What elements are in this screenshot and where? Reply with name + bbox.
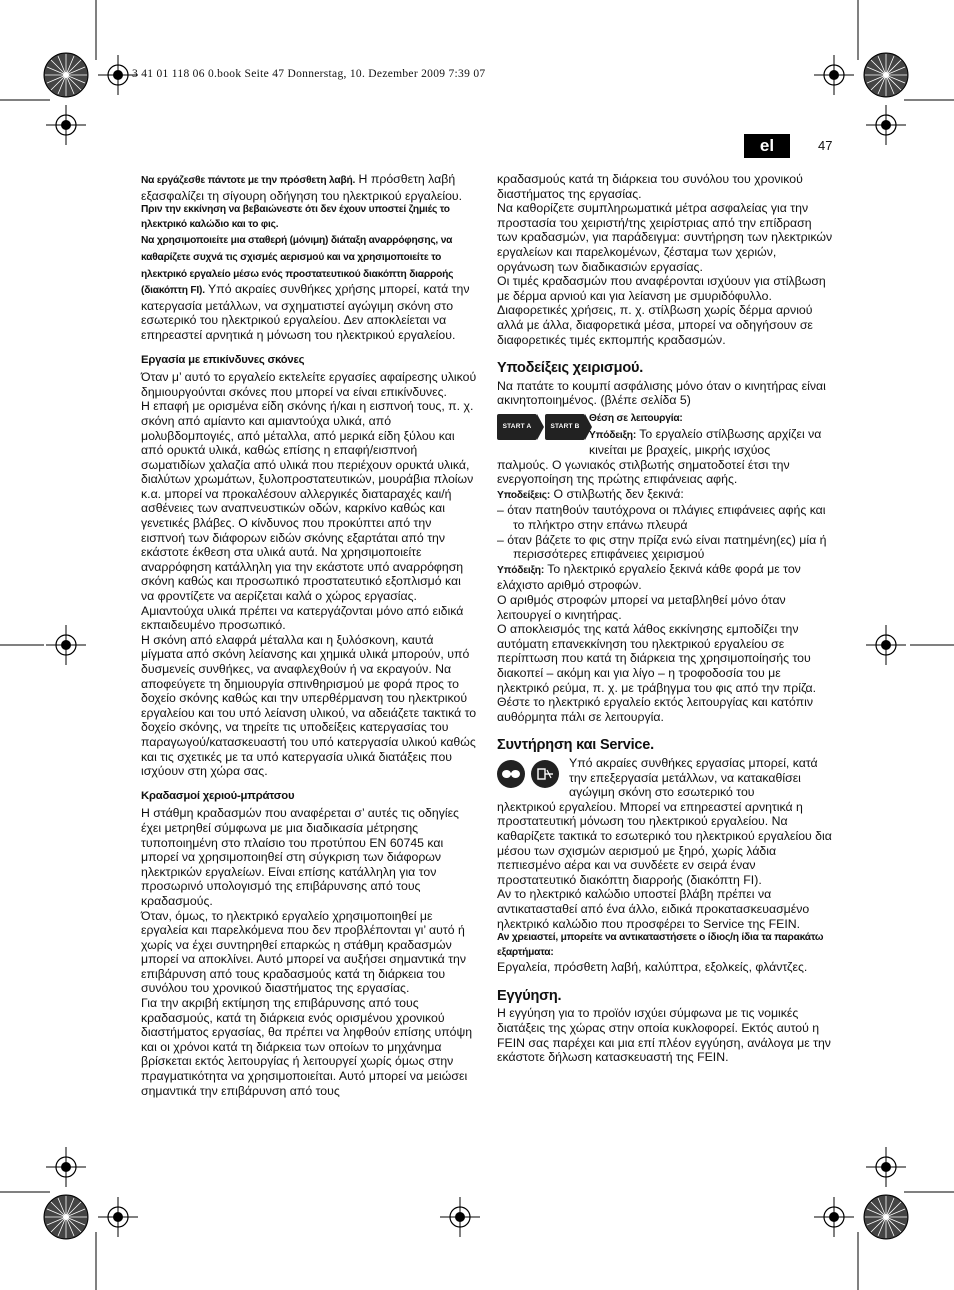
bottom-right-marks bbox=[814, 1147, 954, 1290]
right-column bbox=[497, 172, 833, 1065]
start-icons bbox=[497, 414, 589, 440]
hint1: Υπόδειξη: Το εργαλείο στίλβωσης αρχίζει να κινείται με βραχείς, μικρής ισχύος bbox=[589, 426, 822, 458]
start-a-icon: START A bbox=[497, 414, 537, 440]
page-number: 47 bbox=[818, 138, 833, 153]
paragraph-extraction: Να χρησιμοποιείτε μια σταθερή (μόνιμη) διάταξη αναρρόφησης, να καθαρίζετε συχνά τις σχισμές αερισμού και να χρησιμοποιείτε το ηλεκτρικό εργαλείο μέσω ενός προστατευτικού διακόπτη διαρροής (διακόπτη FI). Υπό ακραίες συνθήκες χρήσης μπορεί, κατά την κατεργασία μετάλλων, να σχηματιστεί αγώγιμη σκόνη στο εσωτερικό του ηλεκτρικού εργαλείου. Δεν αποκλείεται να επηρεαστεί αρνητικά η μόνωση του ηλεκτρικού εργαλείου. bbox=[141, 235, 470, 342]
ops-intro: Να πατάτε το κουμπί ασφάλισης μόνο όταν ο κινητήρας είναι ακινητοποιημένος. (βλέπε σελίδα 5) bbox=[497, 378, 826, 408]
top-right-marks bbox=[814, 0, 954, 145]
parts-label: Αν χρειαστεί, μπορείτε να αντικαταστήσετε ο ίδιος/η ίδια τα παρακάτω εξαρτήματα: bbox=[497, 932, 824, 958]
op-label: Θέση σε λειτουργία: bbox=[589, 412, 683, 424]
hint3: Υπόδειξη: Το ηλεκτρικό εργαλείο ξεκινά κάθε φορά με τον ελάχιστο αριθμό στροφών. bbox=[497, 561, 801, 593]
service-icons bbox=[497, 760, 565, 788]
unplug-icon bbox=[531, 760, 559, 788]
service-lead: Υπό ακραίες συνθήκες εργασίας μπορεί, κατά την επεξεργασία μετάλλων, να κατακαθίσει αγώγιμη σκόνη στο εσωτερικό του bbox=[569, 755, 818, 800]
heading-vibration: Κραδασμοί χεριού-μπράτσου bbox=[141, 789, 295, 802]
parts-text: Εργαλεία, πρόσθετη λαβή, καλύπτρα, εξολκείς, φλάντζες. bbox=[497, 960, 808, 975]
heading-dust: Εργασία με επικίνδυνες σκόνες bbox=[141, 353, 305, 366]
ops-text: Ο αριθμός στροφών μπορεί να μεταβληθεί μόνο όταν λειτουργεί ο κινητήρας. Ο αποκλεισμός της κατά λάθος εκκίνησης εμποδίζει την αυτόματη επανεκκίνηση του ηλεκτρικού εργαλείου σε περίπτωση που κατά τη διάρκεια της χρησιμοποίησής του διακοπεί – ακόμη και για λίγο – η τροφοδοσία του με ηλεκτρικό ρεύμα, π. χ. με τράβηγμα του φις από την πρίζα. Θέστε το ηλεκτρικό εργαλείο εκτός λειτουργίας και κατόπιν αυθόρμητα πάλι σε λειτουργία. bbox=[497, 593, 817, 724]
dash-item-1: – όταν πατηθούν ταυτόχρονα οι πλάγιες επιφάνειες αφής και το πλήκτρο στην επάνω πλευρά bbox=[497, 503, 826, 533]
start-text bbox=[589, 412, 833, 458]
heading-warranty: Εγγύηση. bbox=[497, 987, 562, 1004]
left-column bbox=[141, 172, 477, 1098]
start-row bbox=[497, 412, 833, 458]
heading-operating: Υποδείξεις χειρισμού. bbox=[497, 360, 644, 377]
dash-item-2: – όταν βάζετε το φις στην πρίζα ενώ είναι πατημένη(ες) μία ή περισσότερες επιφάνειες χειρισμού bbox=[497, 532, 827, 562]
start-b-icon: START B bbox=[545, 414, 585, 440]
heading-service: Συντήρηση και Service. bbox=[497, 737, 654, 754]
hint2: Υποδείξεις: Ο στιλβωτής δεν ξεκινά: bbox=[497, 486, 684, 501]
service-text: ηλεκτρικού εργαλείου. Μπορεί να επηρεαστεί αρνητικά η προστατευτική μόνωση του ηλεκτρικού εργαλείου. Να καθαρίζετε τακτικά το εσωτερικό του ηλεκτρικού εργαλείου δια μέσου των σχισμών αερισμού με ξηρό, χωρίς λάδια πεπιεσμένο αέρα και να συνδέετε εν σειρά έναν προστατευτικό διακόπτη διαρροής (διακόπτη FI). Αν το ηλεκτρικό καλώδιο υποστεί βλάβη πρέπει να αντικατασταθεί από ένα άλλο, ειδικά προκατασκευασμένο ηλεκτρικό καλώδιο που προσφέρει το Service της FEIN. bbox=[497, 799, 832, 931]
top-left-marks bbox=[0, 0, 138, 145]
paragraph-cable-check: Πριν την εκκίνηση να βεβαιώνεστε ότι δεν έχουν υποστεί ζημιές το ηλεκτρικό καλώδιο και το φις. bbox=[141, 204, 450, 230]
safety-goggles-icon bbox=[497, 760, 525, 788]
bottom-left-marks bbox=[0, 1147, 138, 1290]
dust-text: Όταν μ’ αυτό το εργαλείο εκτελείτε εργασίες αφαίρεσης υλικού δημιουργούνται σκόνες που μπορεί να είναι επικίνδυνες. Η επαφή με ορισμένα είδη σκόνης ή/και η εισπνοή τους, π. χ. σκόνη από αμίαντο και αμιαντούχα υλικά, από μολυβδομπογιές, από μέταλλα, από μερικά είδη ξύλου και από ορυκτά υλικά, καθώς επίσης η επαφή/εισπνοή σωματιδίων χαλαζία από υλικά που περιέχουν ορυκτά υλικά, διαλύτων χρωμάτων, ξυλοπροστατευτικών, μουράβια πλοίων κ.α. μπορεί να προκαλέσουν αλλεργικές διαταραχές και/ή ασθένειες των αναπνευστικών οδών, καρκίνο καθώς και γενετικές βλάβες. Ο κίνδυνος που προκύπτει από την εισπνοή των διάφορων ειδών σκόνης εξαρτάται από την εκάστοτε έκθεση στα υλικά αυτά. Να χρησιμοποιείτε αναρρόφηση κατάλληλη για την εκάστοτε υπό αναρρόφηση σκόνη καθώς και προσωπικό προστατευτικό εξοπλισμό και να φροντίζετε να αερίζεται καλά ο χώρος εργασίας. Αμιαντούχα υλικά πρέπει να κατεργάζονται μόνο από ειδικά εκπαιδευμένο προσωπικό. Η σκόνη από ελαφρά μέταλλα και η ξυλόσκονη, καυτά μίγματα από σκόνη λείανσης και χημικά υλικά μπορούν, υπό δυσμενείς συνθήκες, να αναφλεχθούν ή να εκραγούν. Να αποφεύγετε τη δημιουργία σπινθηρισμού με φορά προς το δοχείο σκόνης καθώς και την υπερθέρμανση του ηλεκτρικού εργαλείου και του υπό λείανση υλικού, να αδειάζετε τακτικά το δοχείο σκόνης, να τηρείτε τις υποδείξεις κατεργασίας του παραγωγού/κατασκευαστή του υπό κατεργασία υλικού καθώς και τις σχετικές με τα υπό κατεργασία υλικά διατάξεις που ισχύουν στη χώρα σας. bbox=[141, 370, 477, 779]
print-header: 3 41 01 118 06 0.book Seite 47 Donnerstag, 10. Dezember 2009 7:39 07 bbox=[132, 68, 486, 80]
service-row bbox=[497, 756, 833, 800]
hint1-cont: παλμούς. Ο γωνιακός στιλβωτής σηματοδοτεί έτσι την ενεργοποίηση της πρώτης επιφάνειας αφής. bbox=[497, 457, 790, 487]
warranty-text: Η εγγύηση για το προϊόν ισχύει σύμφωνα με τις νομικές διατάξεις της χώρας στην οποία κυκλοφορεί. Εκτός αυτού η FEIN σας παρέχει και μια επί πλέον εγγύηση, ανάλογα με την εκάστοτε δήλωση κατασκευαστή της FEIN. bbox=[497, 1006, 831, 1065]
language-badge: el bbox=[744, 134, 790, 158]
paragraph-handle: Να εργάζεσθε πάντοτε με την πρόσθετη λαβή. Η πρόσθετη λαβή εξασφαλίζει τη σίγουρη οδήγηση του ηλεκτρικού εργαλείου. bbox=[141, 172, 463, 203]
vibration-continued: κραδασμούς κατά τη διάρκεια του συνόλου του χρονικού διαστήματος της εργασίας. Να καθορίζετε συμπληρωματικά μέτρα ασφαλείας για την προστασία του χειριστή/της χειρίστριας από την επίδραση των κραδασμών, για παράδειγμα: συντήρηση των ηλεκτρικών εργαλείων και παρελκομένων, ζέσταμα των χεριών, οργάνωση των διαδικασιών εργασίας. Οι τιμές κραδασμών που αναφέρονται ισχύουν για στίλβωση με δέρμα αρνιού και για λείανση με σμυριδόφυλλο. Διαφορετικές χρήσεις, π. χ. στίλβωση χωρίς δέρμα αρνιού αλλά με άλλα, διαφορετικά μέσα, μπορεί να οδηγήσουν σε διαφορετικές τιμές εκπομπής κραδασμών. bbox=[497, 172, 833, 347]
vibration-text: Η στάθμη κραδασμών που αναφέρεται σ’ αυτές τις οδηγίες έχει μετρηθεί σύμφωνα με μια διαδικασία μέτρησης τυποποιημένη στο πλαίσιο του προτύπου EN 60745 και μπορεί να χρησιμοποιηθεί στη σύγκριση των διάφορων ηλεκτρικών εργαλείων. Είναι επίσης κατάλληλη για τον προσωρινό υπολογισμό της επιβάρυνσης από τους κραδασμούς. Όταν, όμως, το ηλεκτρικό εργαλείο χρησιμοποιηθεί με εργαλεία και παρελκόμενα που δεν προβλέπονται γι’ αυτό ή χωρίς να έχει συντηρηθεί επαρκώς η στάθμη κραδασμών μπορεί να αποκλίνει. Αυτό μπορεί να αυξήσει σημαντικά την επιβάρυνση από τους κραδασμούς κατά τη διάρκεια του συνόλου του χρονικού διαστήματος της εργασίας. Για την ακριβή εκτίμηση της επιβάρυνσης από τους κραδασμούς, κατά τη διάρκεια ενός ορισμένου χρονικού διαστήματος εργασίας, θα πρέπει να ληφθούν επίσης υπόψη και οι χρόνοι κατά τη διάρκεια των οποίων το μηχάνημα βρίσκεται εκτός λειτουργίας ή λειτουργεί χωρίς όμως στην πραγματικότητα να χρησιμοποιείται. Αυτό μπορεί να μειώσει σημαντικά την επιβάρυνση από τους bbox=[141, 806, 473, 1098]
